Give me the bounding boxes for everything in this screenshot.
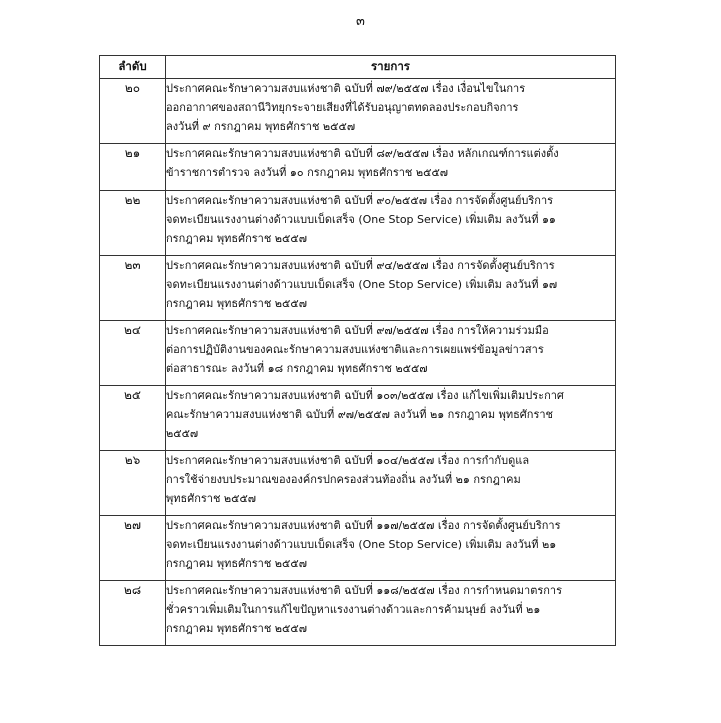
table-row	[100, 516, 616, 581]
item-line: ประกาศคณะรักษาความสงบแห่งชาติ ฉบับที่ ๑๐๓/๒๕๕๗ เรื่อง แก้ไขเพิ่มเติมประกาศ	[166, 389, 564, 402]
row-item	[166, 581, 616, 646]
item-line: ออกอากาศของสถานีวิทยุกระจายเสียงที่ได้รับอนุญาตทดลองประกอบกิจการ	[166, 101, 519, 114]
row-number: ๒๕	[100, 386, 166, 451]
item-line: พุทธศักราช ๒๕๕๗	[166, 492, 257, 505]
row-number: ๒๖	[100, 451, 166, 516]
item-line: ประกาศคณะรักษาความสงบแห่งชาติ ฉบับที่ ๘๙/๒๕๕๗ เรื่อง หลักเกณฑ์การแต่งตั้ง	[166, 147, 559, 160]
item-line: กรกฎาคม พุทธศักราช ๒๕๕๗	[166, 232, 307, 245]
item-line: ประกาศคณะรักษาความสงบแห่งชาติ ฉบับที่ ๙๔/๒๕๕๗ เรื่อง การจัดตั้งศูนย์บริการ	[166, 259, 555, 272]
row-item	[166, 451, 616, 516]
item-line: ต่อสาธารณะ ลงวันที่ ๑๘ กรกฎาคม พุทธศักราช ๒๕๕๗	[166, 362, 428, 375]
row-item	[166, 191, 616, 256]
item-line: การใช้จ่ายงบประมาณขององค์กรปกครองส่วนท้องถิ่น ลงวันที่ ๒๑ กรกฎาคม	[166, 473, 521, 486]
row-item	[166, 256, 616, 321]
table-header-row	[100, 56, 616, 79]
item-line: ประกาศคณะรักษาความสงบแห่งชาติ ฉบับที่ ๑๑๗/๒๕๕๗ เรื่อง การจัดตั้งศูนย์บริการ	[166, 519, 561, 532]
table-row	[100, 451, 616, 516]
item-line: ประกาศคณะรักษาความสงบแห่งชาติ ฉบับที่ ๙๐/๒๕๕๗ เรื่อง การจัดตั้งศูนย์บริการ	[166, 194, 554, 207]
row-item	[166, 386, 616, 451]
item-line: ๒๕๕๗	[166, 427, 199, 440]
header-number: ลำดับ	[100, 56, 166, 79]
item-line: จดทะเบียนแรงงานต่างด้าวแบบเบ็ดเสร็จ (One Stop Service) เพิ่มเติม ลงวันที่ ๒๑	[166, 538, 557, 551]
row-number: ๒๑	[100, 144, 166, 191]
item-line: ประกาศคณะรักษาความสงบแห่งชาติ ฉบับที่ ๗๙/๒๕๕๗ เรื่อง เงื่อนไขในการ	[166, 82, 526, 95]
page-number: ๓	[356, 14, 365, 29]
item-line: กรกฎาคม พุทธศักราช ๒๕๕๗	[166, 297, 307, 310]
table-row	[100, 321, 616, 386]
row-number: ๒๗	[100, 516, 166, 581]
item-line: ข้าราชการตำรวจ ลงวันที่ ๑๐ กรกฎาคม พุทธศักราช ๒๕๕๗	[166, 166, 449, 179]
row-number: ๒๔	[100, 321, 166, 386]
table-row	[100, 581, 616, 646]
item-line: กรกฎาคม พุทธศักราช ๒๕๕๗	[166, 557, 307, 570]
table-row	[100, 256, 616, 321]
item-line: ประกาศคณะรักษาความสงบแห่งชาติ ฉบับที่ ๑๐๔/๒๕๕๗ เรื่อง การกำกับดูแล	[166, 454, 530, 467]
row-number: ๒๐	[100, 79, 166, 144]
table-row	[100, 386, 616, 451]
item-line: คณะรักษาความสงบแห่งชาติ ฉบับที่ ๙๗/๒๕๕๗ ลงวันที่ ๒๑ กรกฎาคม พุทธศักราช	[166, 408, 553, 421]
row-number: ๒๘	[100, 581, 166, 646]
header-item: รายการ	[166, 56, 616, 79]
row-item	[166, 79, 616, 144]
row-item	[166, 321, 616, 386]
row-item	[166, 516, 616, 581]
item-line: ประกาศคณะรักษาความสงบแห่งชาติ ฉบับที่ ๑๑๘/๒๕๕๗ เรื่อง การกำหนดมาตรการ	[166, 584, 563, 597]
item-line: จดทะเบียนแรงงานต่างด้าวแบบเบ็ดเสร็จ (One Stop Service) เพิ่มเติม ลงวันที่ ๑๗	[166, 278, 558, 291]
item-line: ต่อการปฏิบัติงานของคณะรักษาความสงบแห่งชาติและการเผยแพร่ข้อมูลข่าวสาร	[166, 343, 544, 356]
item-line: ชั่วคราวเพิ่มเติมในการแก้ไขปัญหาแรงงานต่างด้าวและการค้ามนุษย์ ลงวันที่ ๒๑	[166, 603, 541, 616]
item-line: ประกาศคณะรักษาความสงบแห่งชาติ ฉบับที่ ๙๗/๒๕๕๗ เรื่อง การให้ความร่วมมือ	[166, 324, 549, 337]
announcement-table	[99, 55, 616, 646]
row-number: ๒๒	[100, 191, 166, 256]
table-row	[100, 191, 616, 256]
row-number: ๒๓	[100, 256, 166, 321]
table-row	[100, 79, 616, 144]
table-row	[100, 144, 616, 191]
item-line: จดทะเบียนแรงงานต่างด้าวแบบเบ็ดเสร็จ (One Stop Service) เพิ่มเติม ลงวันที่ ๑๑	[166, 213, 556, 226]
row-item	[166, 144, 616, 191]
item-line: ลงวันที่ ๙ กรกฎาคม พุทธศักราช ๒๕๕๗	[166, 120, 356, 133]
item-line: กรกฎาคม พุทธศักราช ๒๕๕๗	[166, 622, 307, 635]
